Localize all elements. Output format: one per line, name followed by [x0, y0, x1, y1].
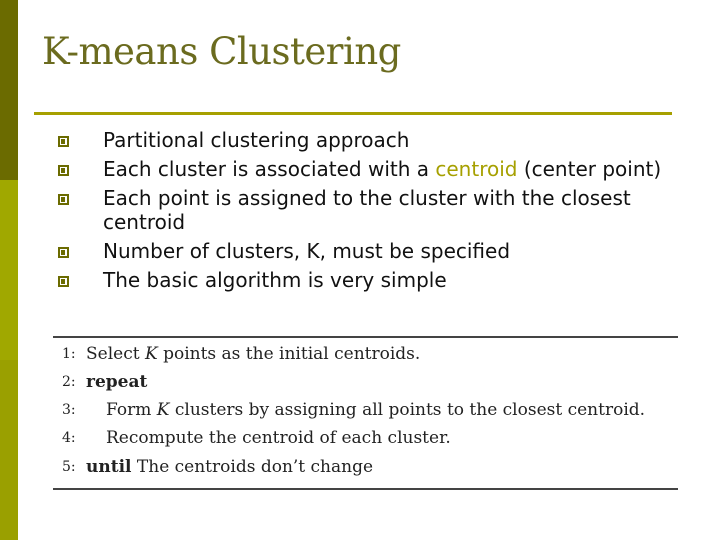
- bullet-text: Each cluster is associated with a: [103, 157, 436, 181]
- line-text: Recompute the centroid of each cluster.: [106, 428, 451, 448]
- variable-k: K: [144, 344, 158, 364]
- line-number: 3:: [62, 402, 76, 418]
- line-number: 2:: [62, 374, 76, 390]
- bullet-text: The basic algorithm is very simple: [103, 268, 447, 292]
- line-number: 5:: [62, 459, 76, 475]
- slide-title: K-means Clustering: [42, 30, 401, 73]
- square-bullet-icon: [58, 165, 69, 176]
- bullet-text: Number of clusters, K, must be specified: [103, 239, 511, 263]
- left-accent-bar-top: [0, 0, 18, 180]
- keyword-until: until: [86, 457, 132, 477]
- line-content: [86, 344, 420, 364]
- line-text: The centroids don’t change: [131, 457, 374, 477]
- bullet-text-tail: (center point): [517, 157, 662, 181]
- line-text: Form: [106, 400, 157, 420]
- variable-k: K: [156, 400, 170, 420]
- square-bullet-icon: [58, 247, 69, 258]
- algorithm-box: [53, 336, 678, 490]
- bullet-list: [56, 128, 676, 297]
- bullet-item: [56, 157, 676, 181]
- line-text: Select: [86, 344, 145, 364]
- bullet-item: [56, 128, 676, 152]
- bullet-text: Each point is assigned to the cluster with the closest centroid: [103, 186, 631, 234]
- line-number: 4:: [62, 430, 76, 446]
- square-bullet-icon: [58, 276, 69, 287]
- line-text: points as the initial centroids.: [157, 344, 421, 364]
- left-accent-bar-middle: [0, 180, 18, 360]
- bullet-item: [56, 186, 676, 234]
- line-content: [106, 400, 645, 420]
- square-bullet-icon: [58, 194, 69, 205]
- line-number: 1:: [62, 346, 76, 362]
- line-text: clusters by assigning all points to the closest centroid.: [169, 400, 646, 420]
- square-bullet-icon: [58, 136, 69, 147]
- line-content: [86, 457, 373, 477]
- bullet-item: [56, 239, 676, 263]
- left-accent-bar-bottom: [0, 360, 18, 540]
- centroid-highlight: centroid: [435, 157, 518, 181]
- title-divider: [34, 112, 672, 115]
- bullet-text: Partitional clustering approach: [103, 128, 410, 152]
- keyword-repeat: repeat: [86, 372, 148, 392]
- bullet-item: [56, 268, 676, 292]
